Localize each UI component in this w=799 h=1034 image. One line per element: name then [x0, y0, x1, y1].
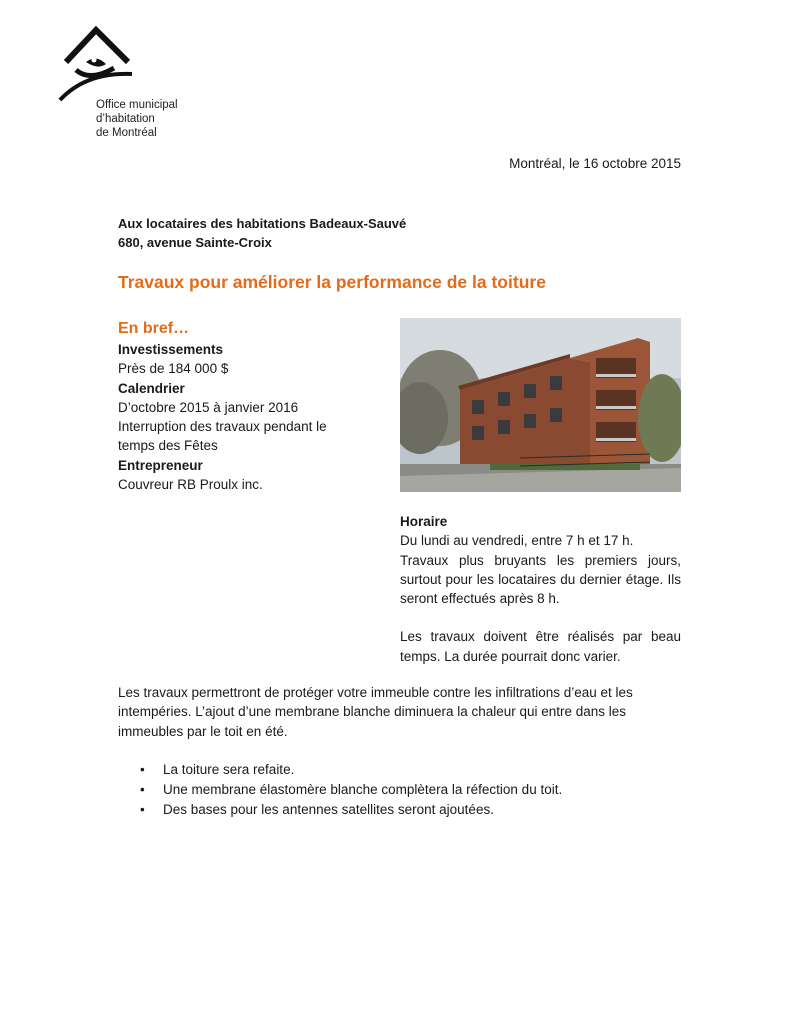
letter-date: Montréal, le 16 octobre 2015 [509, 156, 681, 171]
schedule-hours: Du lundi au vendredi, entre 7 h et 17 h. [400, 533, 634, 549]
list-item: • Une membrane élastomère blanche complètera la réfection du toit. [118, 780, 688, 800]
schedule-label: Horaire [400, 514, 448, 529]
intro-paragraph: Les travaux permettront de protéger votre immeuble contre les infiltrations d’eau et les intempéries. L’ajout d’une membrane blanche diminuera la chaleur qui entre dans les immeubles par le toit en été. [118, 685, 633, 739]
works-list [118, 760, 688, 820]
recipient-address: 680, avenue Sainte-Croix [118, 235, 272, 250]
logo-line: d’habitation [96, 113, 155, 125]
document-title: Travaux pour améliorer la performance de la toiture [118, 272, 546, 292]
investments-label: Investissements [118, 342, 224, 357]
recipient-line: Aux locataires des habitations Badeaux-Sauvé [118, 216, 407, 231]
contractor-value: Couvreur RB Proulx inc. [118, 477, 263, 493]
recipient-block [118, 214, 406, 252]
schedule-section [400, 512, 681, 666]
calendar-note: Interruption des travaux pendant le temps des Fêtes [118, 419, 327, 454]
logo-wordmark [96, 98, 178, 140]
logo-line: de Montréal [96, 127, 157, 139]
schedule-noise-note: Travaux plus bruyants les premiers jours, surtout pour les locataires du dernier étage. Ils seront effectués après 8 h. [400, 552, 681, 607]
investments-value: Près de 184 000 $ [118, 361, 229, 377]
logo-line: Office municipal [96, 99, 178, 111]
weather-note: Les travaux doivent être réalisés par beau temps. La durée pourrait donc varier. [400, 629, 681, 664]
list-item: • Des bases pour les antennes satellites seront ajoutées. [118, 800, 688, 820]
contractor-label: Entrepreneur [118, 457, 203, 473]
building-photo [400, 318, 681, 492]
brief-section [118, 318, 378, 494]
list-item: • La toiture sera refaite. [118, 760, 688, 780]
brief-heading: En bref… [118, 320, 190, 337]
omhm-logo-icon [56, 24, 136, 104]
calendar-label: Calendrier [118, 380, 185, 396]
calendar-value: D’octobre 2015 à janvier 2016 [118, 399, 299, 415]
